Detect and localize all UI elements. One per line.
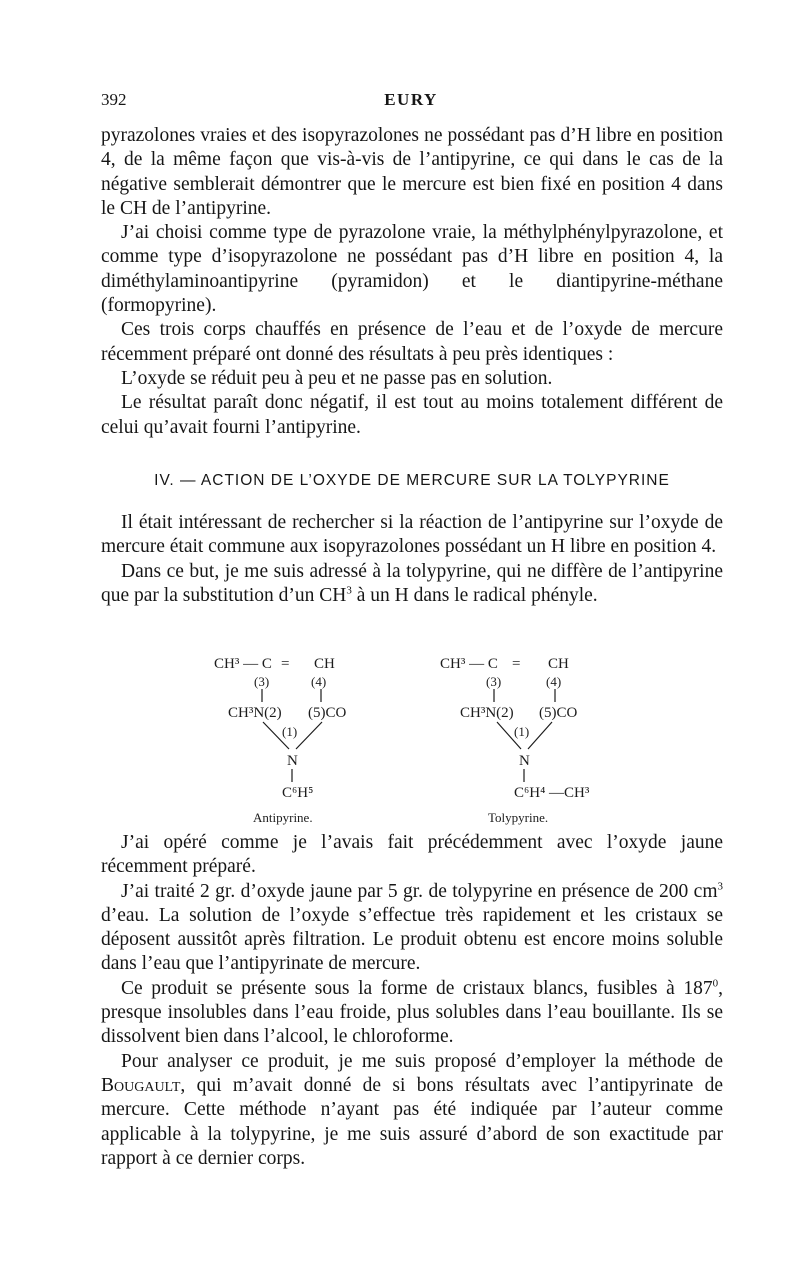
text-run: Pour analyser ce produit, je me suis proposé d’employer la méthode de — [121, 1050, 723, 1072]
paragraph: Il était intéressant de rechercher si la réaction de l’antipyrine sur l’oxyde de mercure était commune aux isopyrazolones possédant un H libre en position 4. — [101, 512, 723, 558]
bond-line — [296, 722, 322, 749]
superscript: 0 — [712, 977, 719, 990]
paragraph: J’ai opéré comme je l’avais fait précédemment avec l’oxyde jaune récemment préparé. — [101, 832, 723, 878]
bond-line — [528, 722, 552, 749]
formula-caption: Tolypyrine. — [488, 810, 549, 825]
text-run: , presque insolubles dans l’eau froide, plus solubles dans l’eau bouillante. Ils se dissolvent bien dans l’alcool, le chloroforme. — [101, 977, 723, 1048]
body-text-top — [101, 124, 723, 440]
formula-position-label: (4) — [311, 674, 327, 689]
text-run: J’ai traité 2 gr. d’oxyde jaune par 5 gr. de tolypyrine en présence de 200 cm — [121, 880, 718, 902]
paragraph — [101, 1050, 723, 1171]
formula-position-label: (3) — [486, 674, 502, 689]
body-text-middle — [101, 511, 723, 608]
formula-top-right: CH — [548, 656, 569, 672]
formula-nitrogen: N — [287, 753, 298, 769]
page-header — [101, 90, 721, 114]
superscript: 3 — [717, 880, 723, 893]
superscript: 3 — [346, 584, 352, 597]
text-run: Dans ce but, je me suis adressé à la tolypyrine, qui ne diffère de l’antipyrine que par la substitution d’un CH — [101, 560, 723, 606]
formula-substituent: C⁶H⁴ —CH³ — [514, 785, 590, 801]
formula-position-label: (3) — [254, 674, 270, 689]
text-run: Ce produit se présente sous la forme de cristaux blancs, fusibles à 187 — [121, 977, 713, 999]
formula-substituent: C⁶H⁵ — [282, 785, 314, 801]
paragraph: Ces trois corps chauffés en présence de l’eau et de l’oxyde de mercure récemment préparé ont donné des résultats à peu près identiques : — [101, 319, 723, 365]
formula-equals: = — [281, 656, 290, 672]
formula-mid-left: CH³N(2) — [460, 705, 514, 721]
formula-mid-right: (5)CO — [308, 705, 347, 721]
formula-antipyrine — [214, 656, 346, 825]
formula-top-right: CH — [314, 656, 335, 672]
body-text-bottom — [101, 831, 723, 1171]
text-run: d’eau. La solution de l’oxyde s’effectue très rapidement et les cristaux se déposent aussitôt après filtration. Le produit obtenu est encore moins soluble dans l’eau que l’antipyrinate de mercure. — [101, 904, 723, 975]
formula-mid-right: (5)CO — [539, 705, 578, 721]
section-heading: IV. — ACTION DE L’OXYDE DE MERCURE SUR LA TOLYPYRINE — [154, 472, 670, 489]
formula-caption: Antipyrine. — [253, 810, 313, 825]
formula-tolypyrine — [440, 656, 590, 825]
formula-top-left: CH³ — C — [440, 656, 498, 672]
formula-mid-left: CH³N(2) — [228, 705, 282, 721]
structural-formulas — [0, 650, 800, 825]
paragraph: pyrazolones vraies et des isopyrazolones ne possédant pas d’H libre en position 4, de la même façon que vis-à-vis de l’antipyrine, ce qui dans le cas de la négative semblerait démontrer que le mercure est bien fixé en position 4 dans le CH de l’antipyrine. — [101, 125, 723, 219]
paragraph: L’oxyde se réduit peu à peu et ne passe pas en solution. — [121, 367, 553, 389]
formula-position-label: (1) — [282, 724, 298, 739]
paragraph — [101, 977, 723, 1050]
author-name: Bougault — [101, 1074, 181, 1096]
running-title: EURY — [384, 90, 438, 109]
paragraph: J’ai choisi comme type de pyrazolone vraie, la méthylphénylpyrazolone, et comme type d’isopyrazolone ne possédant pas d’H libre en position 4, la diméthylaminoantipyrine (pyramidon) et le diantipyrine-méthane (formopyrine). — [101, 222, 723, 317]
text-run: à un H dans le radical phényle. — [351, 584, 598, 606]
formula-equals: = — [512, 656, 521, 672]
paragraph — [101, 560, 723, 609]
formula-nitrogen: N — [519, 753, 530, 769]
formula-top-left: CH³ — C — [214, 656, 272, 672]
formula-position-label: (4) — [546, 674, 562, 689]
text-run: , qui m’avait donné de si bons résultats avec l’antipyrinate de mercure. Cette méthode n’ayant pas été indiquée par l’auteur comme applicable à la tolypyrine, je me suis assuré d’abord de son exactitude par rapport à ce dernier corps. — [101, 1074, 723, 1169]
paragraph — [101, 880, 723, 977]
page-number: 392 — [101, 90, 127, 109]
paragraph: Le résultat paraît donc négatif, il est tout au moins totalement différent de celui qu’avait fourni l’antipyrine. — [101, 392, 723, 438]
formula-position-label: (1) — [514, 724, 530, 739]
